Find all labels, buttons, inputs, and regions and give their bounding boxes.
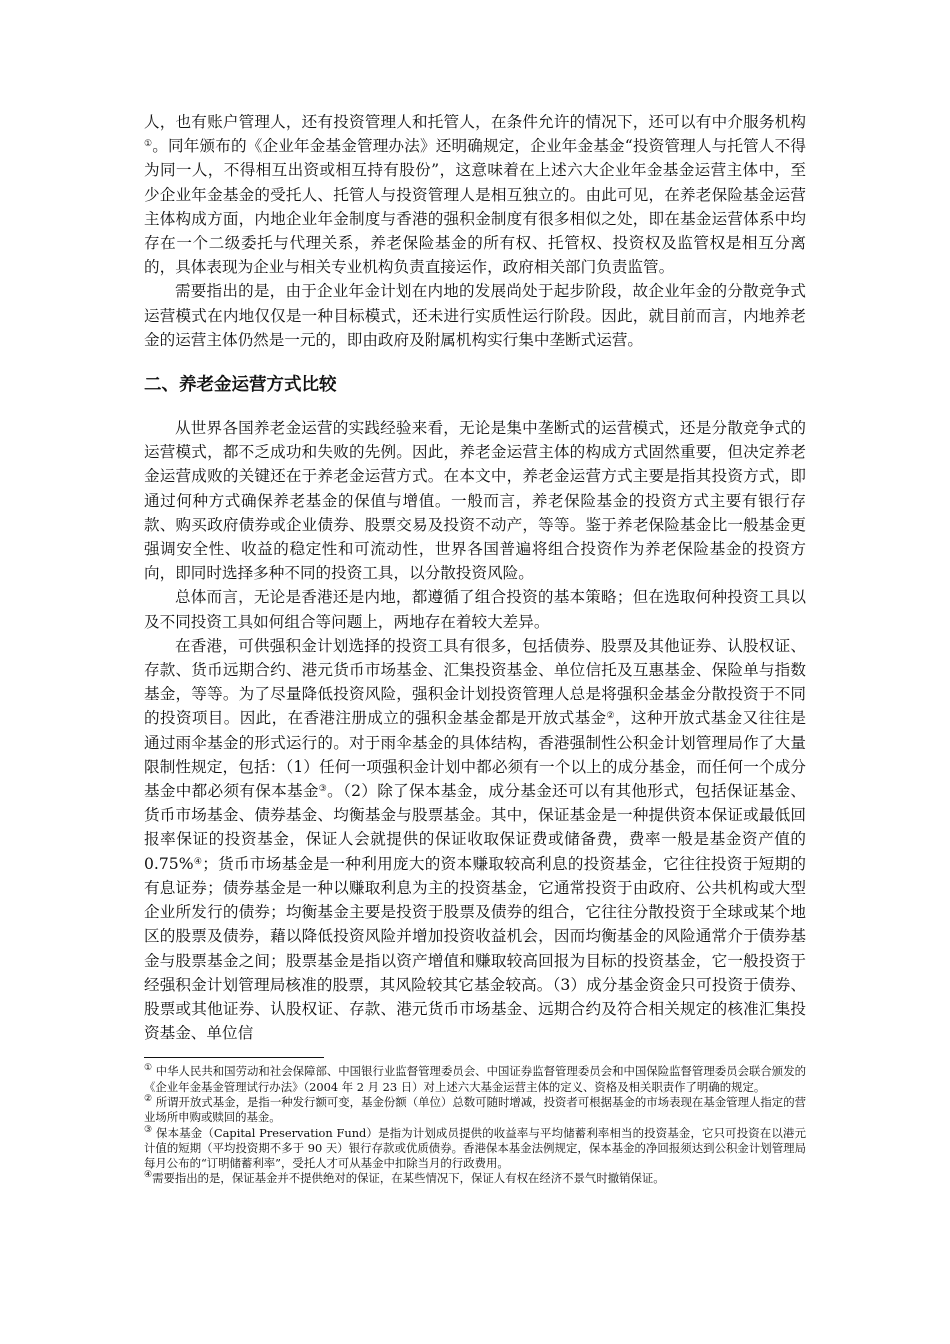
paragraph: 总体而言，无论是香港还是内地，都遵循了组合投资的基本策略；但在选取何种投资工具以及不同投资工具如何组合等问题上，两地存在着较大差异。 [144,588,806,631]
footnote-1 [144,1064,806,1095]
paragraph-hong-kong [144,634,806,1045]
footnote-ref-2[interactable]: ② [606,711,615,722]
paragraph-continued [144,110,806,279]
paragraph-text: 。同年颁布的《企业年金基金管理办法》还明确规定，企业年金基金“投资管理人与托管人不得为同一人，不得相互出资或相互持有股份”，这意味着在上述六大企业年金基金运营主体中，至少企业年金基金的受托人、托管人与投资管理人是相互独立的。由此可见，在养老保险基金运营主体构成方面，内地企业年金制度与香港的强积金制度有很多相似之处，即在基金运营体系中均存在一个二级委托与代理关系，养老保险基金的所有权、托管权、投资权及监管权是相互分离的，具体表现为企业与相关专业机构负责直接运作，政府相关部门负责监管。 [144,137,806,277]
footnote-text: 保本基金（Capital Preservation Fund）是指为计划成员提供的收益率与平均储蓄利率相当的投资基金，它只可投资在以港元计值的短期（平均投资期不多于 90 天）银行存款或优质债券。香港保本基金法例规定，保本基金的净回报须达到公积金计划管理局每月公布的“订明储蓄利率”，受托人才可从基金中扣除当月的行政费用。 [144,1125,806,1171]
footnote-ref-1[interactable]: ① [144,139,153,150]
footnote-text: 需要指出的是，保证基金并不提供绝对的保证，在某些情况下，保证人有权在经济不景气时撤销保证。 [152,1171,665,1186]
paragraph-text: 。（2）除了保本基金，成分基金还可以有其他形式，包括保证基金、货币市场基金、债券基金、均衡基金与股票基金。其中，保证基金是一种提供资本保证或最低回报率保证的投资基金，保证人会就提供的保证收取保证费或储备费，费率一般是基金资产值的 0.75% [144,782,806,873]
footnote-text: 中华人民共和国劳动和社会保障部、中国银行业监督管理委员会、中国证券监督管理委员会和中国保险监督管理委员会联合颁发的《企业年金基金管理试行办法》（2004 年 2 月 23 日）对上述六大基金运营主体的定义、资格及相关职责作了明确的规定。 [144,1064,806,1094]
footnote-ref-3[interactable]: ③ [318,784,328,795]
paragraph: 需要指出的是，由于企业年金计划在内地的发展尚处于起步阶段，故企业年金的分散竞争式运营模式在内地仅仅是一种目标模式，还未进行实质性运行阶段。因此，就目前而言，内地养老金的运营主体仍然是一元的，即由政府及附属机构实行集中垄断式运营。 [144,282,806,349]
footnote-2 [144,1095,806,1126]
footnote-mark: ① [144,1063,153,1074]
paragraph: 从世界各国养老金运营的实践经验来看，无论是集中垄断式的运营模式，还是分散竞争式的运营模式，都不乏成功和失败的先例。因此，养老金运营主体的构成方式固然重要，但决定养老金运营成败的关键还在于养老金运营方式。在本文中，养老金运营方式主要是指其投资方式，即通过何种方式确保养老基金的保值与增值。一般而言，养老保险基金的投资方式主要有银行存款、购买政府债券或企业债券、股票交易及投资不动产，等等。鉴于养老保险基金比一般基金更强调安全性、收益的稳定性和可流动性，世界各国普遍将组合投资作为养老保险基金的投资方向，即同时选择多种不同的投资工具，以分散投资风险。 [144,419,806,583]
paragraph-text: ，这种开放式基金又往往是通过雨伞基金的形式运行的。对于雨伞基金的具体结构，香港强制性公积金计划管理局作了大量限制性规定，包括：（1）任何一项强积金计划中都必须有一个以上的成分基金，而任何一个成分基金中都必须有保本基金 [144,709,806,801]
footnote-mark: ② [144,1093,153,1104]
footnote-mark: ③ [144,1124,153,1135]
paragraph-text: ；货币市场基金是一种利用庞大的资本赚取较高利息的投资基金，它往往投资于短期的有息证券；债券基金是一种以赚取利息为主的投资基金，它通常投资于由政府、公共机构或大型企业所发行的债券；均衡基金主要是投资于股票及债券的组合，它往往分散投资于全球或某个地区的股票及债券，藉以降低投资风险并增加投资收益机会，因而均衡基金的风险通常介于债券基金与股票基金之间；股票基金是指以资产增值和赚取较高回报为目标的投资基金，它一般投资于经强积金计划管理局核准的股票，其风险较其它基金较高。（3）成分基金资金只可投资于债券、股票或其他证券、认股权证、存款、港元货币市场基金、远期合约及符合相关规定的核准汇集投资基金、单位信 [144,854,806,1043]
footnote-ref-4[interactable]: ④ [193,856,203,867]
footnote-divider [144,1057,324,1058]
paragraph-text: 人，也有账户管理人，还有投资管理人和托管人，在条件允许的情况下，还可以有中介服务机构 [144,113,806,131]
document-page [144,110,806,1187]
paragraph-text: 在香港，可供强积金计划选择的投资工具有很多，包括债券、股票及其他证券、认股权证、存款、货币远期合约、港元货币市场基金、汇集投资基金、单位信托及互惠基金、保险单与指数基金，等等。为了尽量降低投资风险，强积金计划投资管理人总是将强积金基金分散投资于不同的投资项目。因此，在香港注册成立的强积金基金都是开放式基金 [144,636,806,728]
footnote-mark: ④ [144,1170,153,1181]
section-heading: 二、养老金运营方式比较 [144,375,337,396]
footnote-4 [144,1171,806,1186]
footnote-3 [144,1126,806,1172]
footnote-text: 所谓开放式基金，是指一种发行额可变，基金份额（单位）总数可随时增减，投资者可根据基金的市场表现在基金管理人指定的营业场所申购或赎回的基金。 [144,1094,806,1125]
